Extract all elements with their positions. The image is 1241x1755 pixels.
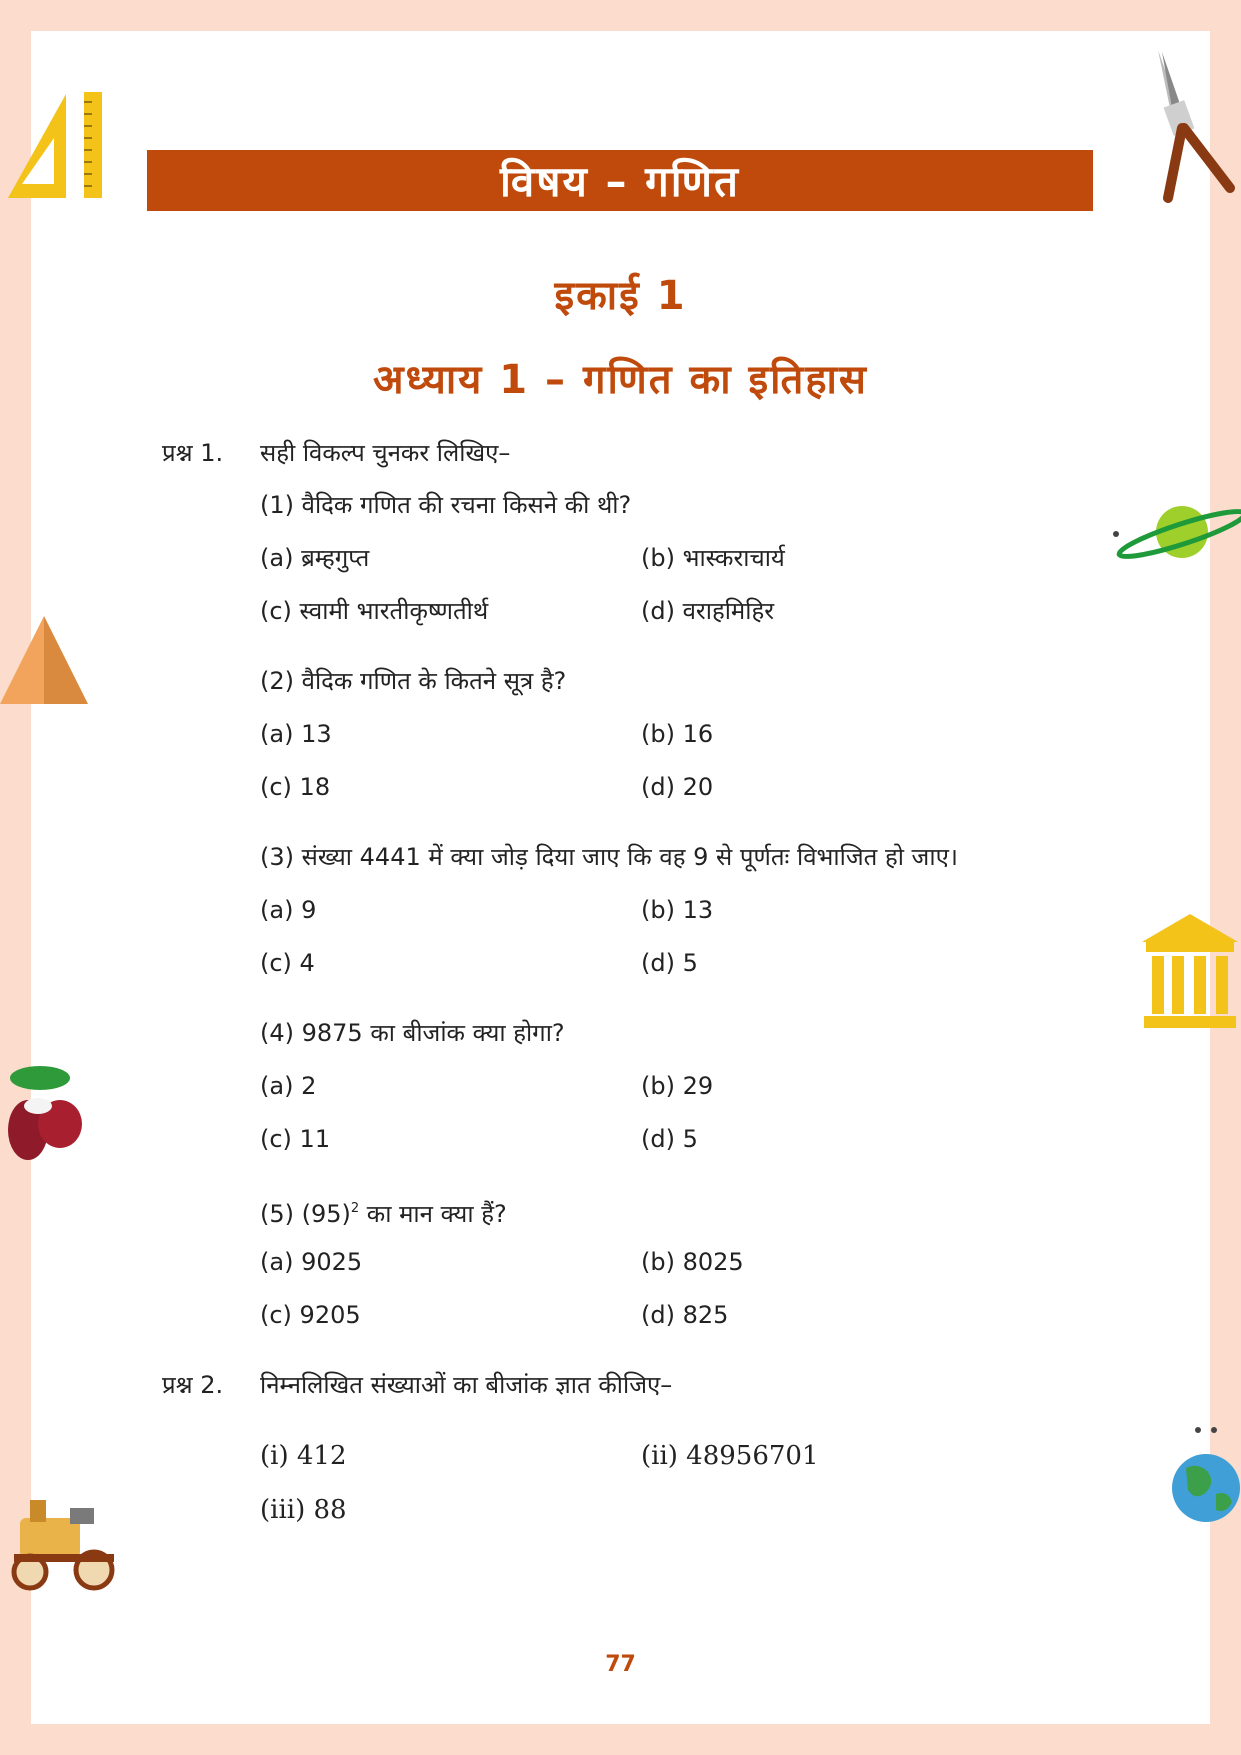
globe-icon <box>1168 1424 1241 1526</box>
q1-item-3-option-c: (c) 4 <box>260 949 315 977</box>
steam-engine-icon <box>0 1496 124 1596</box>
q1-item-1-option-c: (c) स्वामी भारतीकृष्णतीर्थ <box>260 597 489 625</box>
question-2-label: प्रश्न 2. <box>162 1371 224 1399</box>
question-1-label: प्रश्न 1. <box>162 439 224 467</box>
q1-item-1-option-d: (d) वराहमिहिर <box>641 597 775 625</box>
q1-item-4-option-d: (d) 5 <box>641 1125 698 1153</box>
q1-item-1-option-a: (a) ब्रम्हगुप्त <box>260 544 370 572</box>
q1-item-3-option-b: (b) 13 <box>641 896 714 924</box>
q1-item-2-option-b: (b) 16 <box>641 720 714 748</box>
q2-item-ii: (ii) 48956701 <box>641 1441 819 1471</box>
q1-item-4-option-a: (a) 2 <box>260 1072 317 1100</box>
q1-item-3-text: (3) संख्या 4441 में क्या जोड़ दिया जाए कि वह 9 से पूर्णतः विभाजित हो जाए। <box>260 843 958 871</box>
question-1-instruction: सही विकल्प चुनकर लिखिए– <box>260 439 511 467</box>
set-square-ruler-icon <box>4 88 104 203</box>
subject-banner <box>147 150 1093 211</box>
q1-item-3-option-a: (a) 9 <box>260 896 317 924</box>
q1-item-1-text: (1) वैदिक गणित की रचना किसने की थी? <box>260 491 632 519</box>
pyramid-icon <box>0 614 88 706</box>
q1-item-2-option-c: (c) 18 <box>260 773 331 801</box>
subject-title: विषय – गणित <box>500 157 740 206</box>
temple-pillars-icon <box>1140 912 1241 1030</box>
q2-item-iii: (iii) 88 <box>260 1495 347 1525</box>
q1-item-3-option-d: (d) 5 <box>641 949 698 977</box>
fruit-icon <box>4 1060 88 1165</box>
q1-item-5-option-a: (a) 9025 <box>260 1248 363 1276</box>
q1-item-5-option-c: (c) 9205 <box>260 1301 361 1329</box>
planet-saturn-icon <box>1110 498 1241 568</box>
q1-item-4-option-c: (c) 11 <box>260 1125 331 1153</box>
q2-item-i: (i) 412 <box>260 1441 347 1471</box>
question-2-instruction: निम्नलिखित संख्याओं का बीजांक ज्ञात कीजिए– <box>260 1371 673 1399</box>
q1-item-4-option-b: (b) 29 <box>641 1072 714 1100</box>
pliers-icon <box>1150 48 1240 203</box>
q1-item-2-option-a: (a) 13 <box>260 720 332 748</box>
q1-item-1-option-b: (b) भास्कराचार्य <box>641 544 785 572</box>
q1-item-5-text-suffix: का मान क्या हैं? <box>359 1200 507 1228</box>
unit-title: इकाई 1 <box>554 273 687 319</box>
q1-item-5-text-prefix: (5) (95) <box>260 1200 351 1228</box>
q1-item-4-text: (4) 9875 का बीजांक क्या होगा? <box>260 1019 565 1047</box>
q1-item-2-text: (2) वैदिक गणित के कितने सूत्र है? <box>260 667 567 695</box>
q1-item-5-option-b: (b) 8025 <box>641 1248 744 1276</box>
page-number: 77 <box>605 1652 636 1677</box>
chapter-title: अध्याय 1 – गणित का इतिहास <box>373 357 868 403</box>
q1-item-2-option-d: (d) 20 <box>641 773 714 801</box>
q1-item-5-text <box>260 1193 507 1230</box>
q1-item-5-exponent: 2 <box>350 1201 360 1216</box>
q1-item-5-option-d: (d) 825 <box>641 1301 729 1329</box>
